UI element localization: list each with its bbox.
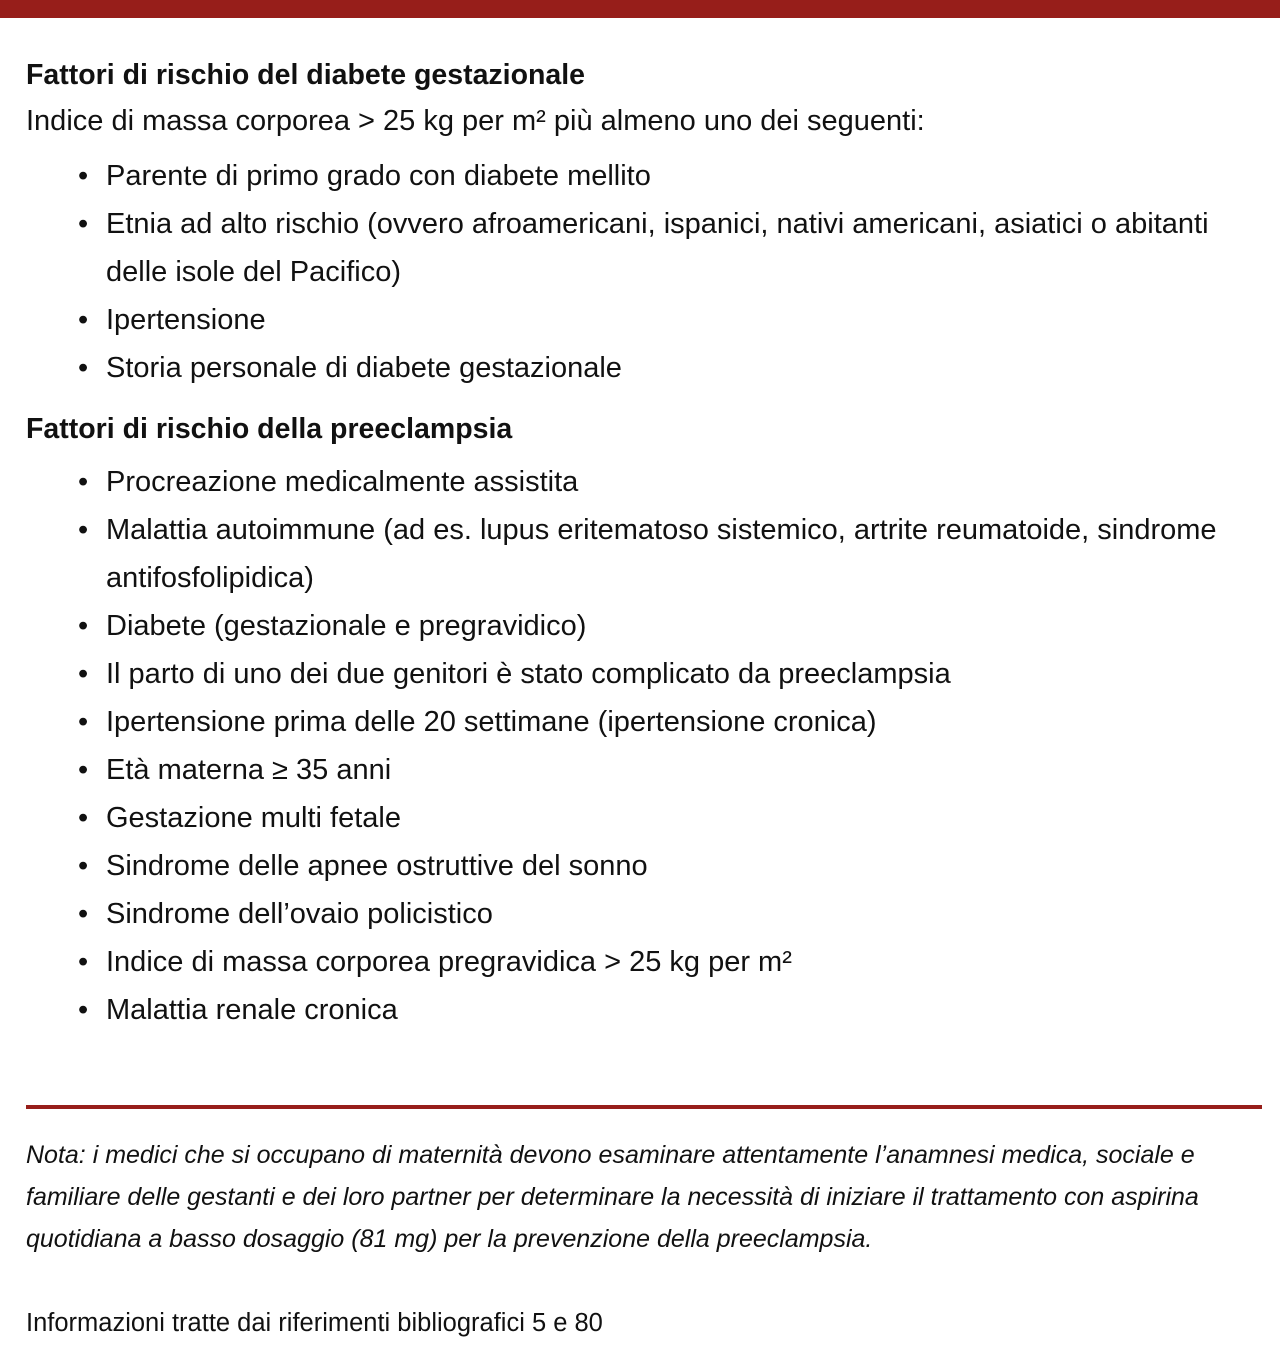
list-item: • Età materna ≥ 35 anni [106,746,1262,794]
note-text: Nota: i medici che si occupano di maternità devono esaminare attentamente l’anamnesi medica, sociale e familiare delle gestanti e dei loro partner per determinare la necessità di iniziare il trattamento con aspirina quotidiana a basso dosaggio (81 mg) per la prevenzione della preeclampsia. [26,1141,1199,1253]
list-item: • Parente di primo grado con diabete mellito [106,152,1262,200]
list-item: • Malattia renale cronica [106,986,1262,1034]
list-item: • Sindrome dell’ovaio policistico [106,890,1262,938]
list-item: • Malattia autoimmune (ad es. lupus eritematoso sistemico, artrite reumatoide, sindrome antifosfolipidica) [106,506,1262,602]
top-accent-bar [0,0,1280,18]
divider [26,1105,1262,1109]
list-item: • Sindrome delle apnee ostruttive del sonno [106,842,1262,890]
risk-factor-list [26,152,1262,392]
list-item: • Il parto di uno dei due genitori è stato complicato da preeclampsia [106,650,1262,698]
section-intro: Indice di massa corporea > 25 kg per m² più almeno uno dei seguenti: [26,105,925,137]
risk-factors-content [26,54,1262,1034]
list-item: • Gestazione multi fetale [106,794,1262,842]
gestational-diabetes-section [26,54,1262,392]
list-item: • Diabete (gestazionale e pregravidico) [106,602,1262,650]
risk-factor-list [26,458,1262,1034]
source-citation: Informazioni tratte dai riferimenti bibliografici 5 e 80 [26,1309,603,1337]
list-item: • Storia personale di diabete gestazionale [106,344,1262,392]
list-item: • Ipertensione [106,296,1262,344]
section-title: Fattori di rischio della preeclampsia [26,413,513,445]
list-item: • Ipertensione prima delle 20 settimane (ipertensione cronica) [106,698,1262,746]
list-item: • Etnia ad alto rischio (ovvero afroamericani, ispanici, nativi americani, asiatici o abitanti delle isole del Pacifico) [106,200,1262,296]
list-item: • Indice di massa corporea pregravidica > 25 kg per m² [106,938,1262,986]
list-item: • Procreazione medicalmente assistita [106,458,1262,506]
preeclampsia-section [26,408,1262,1034]
section-title: Fattori di rischio del diabete gestazionale [26,59,586,91]
